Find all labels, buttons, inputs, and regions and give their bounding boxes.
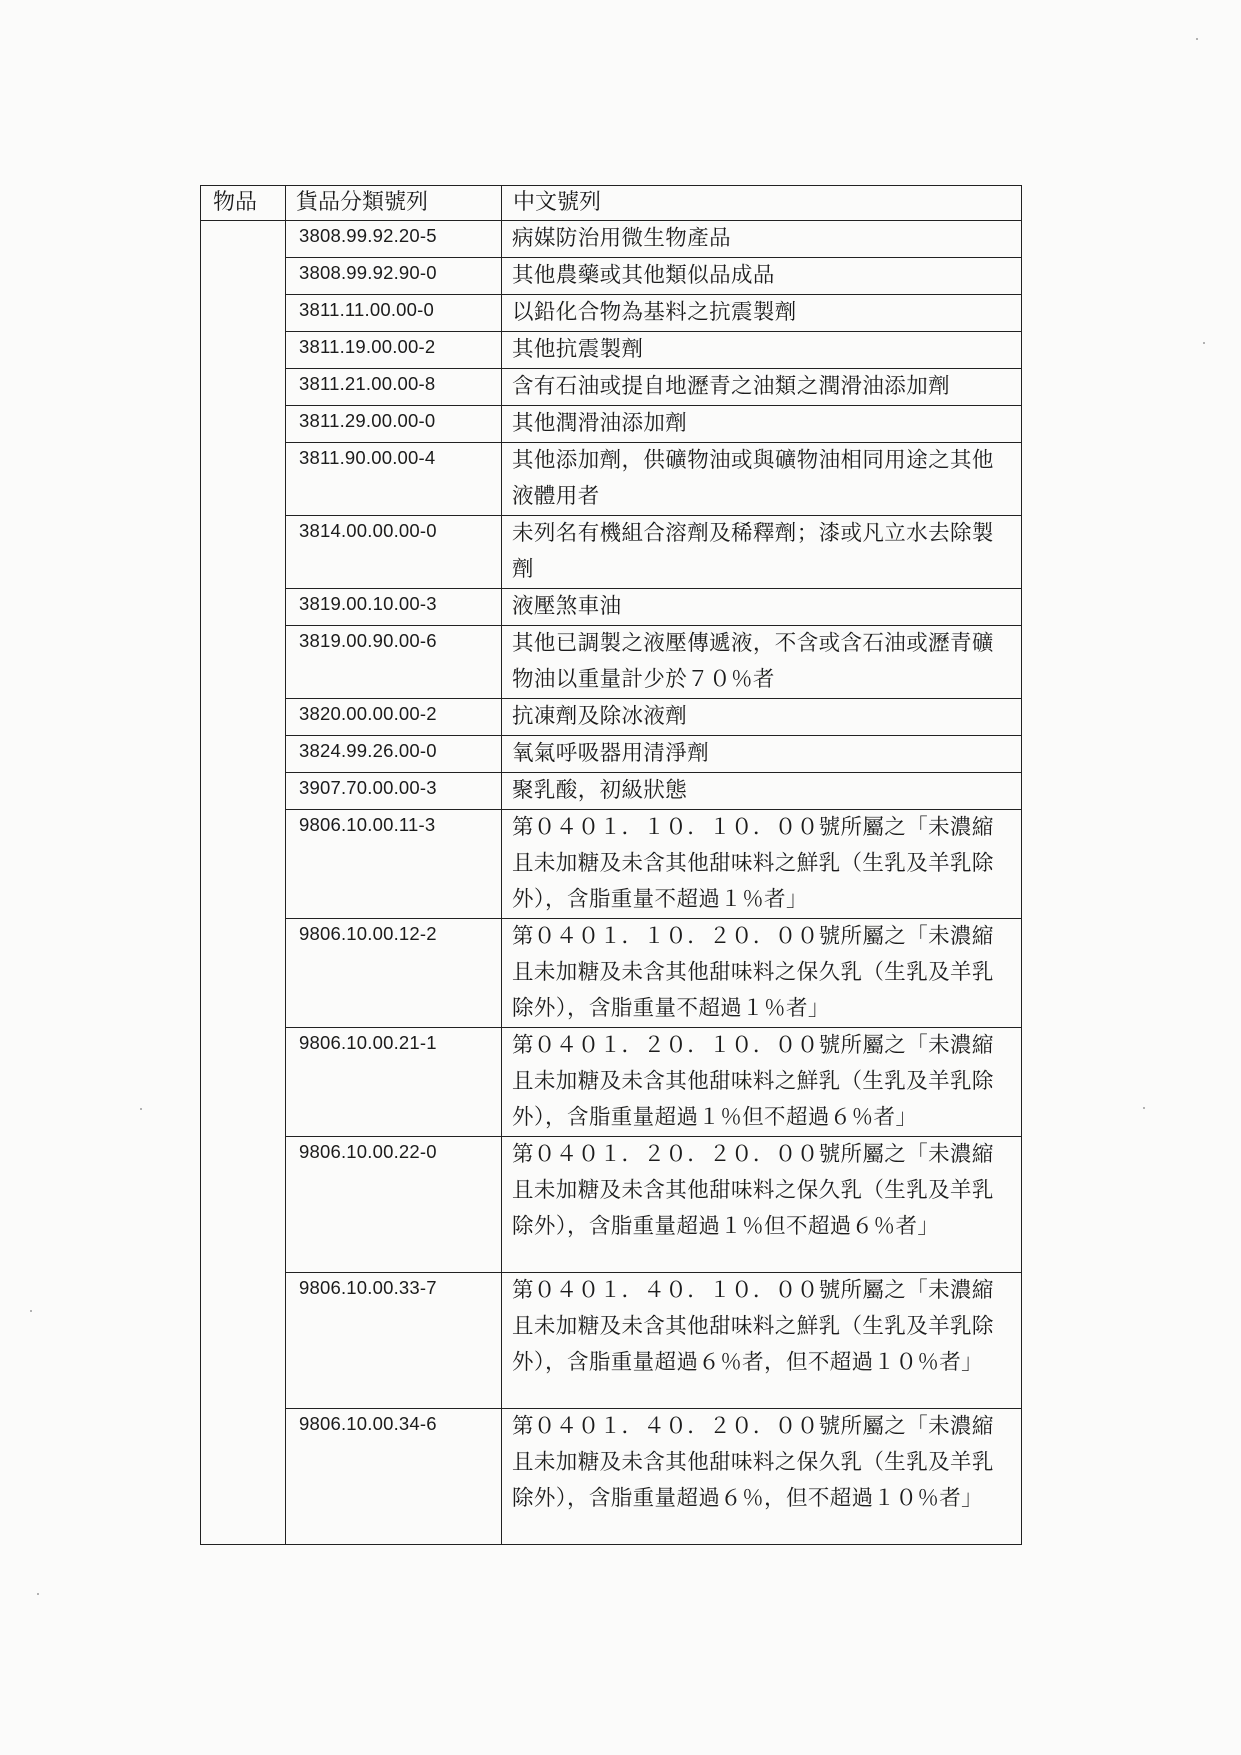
code-cell: 3814.00.00.00-0 [286, 516, 502, 589]
code-cell: 3820.00.00.00-2 [286, 699, 502, 736]
code-cell: 3808.99.92.90-0 [286, 258, 502, 295]
code-cell: 3811.29.00.00-0 [286, 406, 502, 443]
scan-speck [1143, 1107, 1145, 1109]
table-row [201, 221, 1022, 258]
code-cell: 3819.00.90.00-6 [286, 626, 502, 699]
description-cell: 其他已調製之液壓傳遞液，不含或含石油或瀝青礦物油以重量計少於７０％者 [502, 626, 1022, 699]
code-cell: 9806.10.00.21-1 [286, 1028, 502, 1137]
table-row [201, 1028, 1022, 1137]
description-cell: 氧氣呼吸器用清淨劑 [502, 736, 1022, 773]
code-cell: 3824.99.26.00-0 [286, 736, 502, 773]
header-code: 貨品分類號列 [286, 186, 502, 221]
table-row [201, 406, 1022, 443]
description-cell: 抗凍劑及除冰液劑 [502, 699, 1022, 736]
code-cell: 3811.90.00.00-4 [286, 443, 502, 516]
description-cell: 第０４０１．２０．１０．００號所屬之「未濃縮且未加糖及未含其他甜味料之鮮乳（生乳及羊乳除外），含脂重量超過１％但不超過６％者」 [502, 1028, 1022, 1137]
description-cell: 第０４０１．２０．２０．００號所屬之「未濃縮且未加糖及未含其他甜味料之保久乳（生乳及羊乳除外），含脂重量超過１％但不超過６％者」 [502, 1137, 1022, 1273]
scan-speck [1203, 342, 1205, 344]
table-row [201, 1409, 1022, 1545]
table-body [201, 221, 1022, 1545]
table-row [201, 773, 1022, 810]
table-row [201, 332, 1022, 369]
item-cell [201, 221, 286, 1545]
description-cell: 其他潤滑油添加劑 [502, 406, 1022, 443]
table-row [201, 258, 1022, 295]
code-cell: 9806.10.00.12-2 [286, 919, 502, 1028]
scan-speck [30, 1310, 32, 1312]
description-cell: 其他農藥或其他類似品成品 [502, 258, 1022, 295]
description-cell: 液壓煞車油 [502, 589, 1022, 626]
description-cell: 其他添加劑，供礦物油或與礦物油相同用途之其他液體用者 [502, 443, 1022, 516]
table-row [201, 736, 1022, 773]
description-cell: 第０４０１．４０．１０．００號所屬之「未濃縮且未加糖及未含其他甜味料之鮮乳（生乳及羊乳除外），含脂重量超過６％者，但不超過１０％者」 [502, 1273, 1022, 1409]
table-row [201, 589, 1022, 626]
header-description: 中文號列 [502, 186, 1022, 221]
code-cell: 3819.00.10.00-3 [286, 589, 502, 626]
table-row [201, 443, 1022, 516]
scan-speck [140, 1108, 142, 1110]
table-row [201, 1137, 1022, 1273]
header-item: 物品 [201, 186, 286, 221]
description-cell: 以鉛化合物為基料之抗震製劑 [502, 295, 1022, 332]
code-cell: 3811.11.00.00-0 [286, 295, 502, 332]
description-cell: 第０４０１．１０．１０．００號所屬之「未濃縮且未加糖及未含其他甜味料之鮮乳（生乳及羊乳除外），含脂重量不超過１％者」 [502, 810, 1022, 919]
description-cell: 聚乳酸，初級狀態 [502, 773, 1022, 810]
table-row [201, 516, 1022, 589]
table-row [201, 919, 1022, 1028]
code-cell: 3811.21.00.00-8 [286, 369, 502, 406]
description-cell: 病媒防治用微生物產品 [502, 221, 1022, 258]
table-header-row [201, 186, 1022, 221]
scan-speck [1196, 38, 1198, 40]
table-row [201, 369, 1022, 406]
code-cell: 3808.99.92.20-5 [286, 221, 502, 258]
table-row [201, 626, 1022, 699]
description-cell: 未列名有機組合溶劑及稀釋劑；漆或凡立水去除製劑 [502, 516, 1022, 589]
description-cell: 第０４０１．４０．２０．００號所屬之「未濃縮且未加糖及未含其他甜味料之保久乳（生乳及羊乳除外），含脂重量超過６％，但不超過１０％者」 [502, 1409, 1022, 1545]
table-row [201, 810, 1022, 919]
description-cell: 含有石油或提自地瀝青之油類之潤滑油添加劑 [502, 369, 1022, 406]
table-row [201, 295, 1022, 332]
code-cell: 9806.10.00.11-3 [286, 810, 502, 919]
scan-speck [37, 1593, 39, 1595]
goods-classification-table [200, 185, 1022, 1545]
code-cell: 9806.10.00.22-0 [286, 1137, 502, 1273]
description-cell: 第０４０１．１０．２０．００號所屬之「未濃縮且未加糖及未含其他甜味料之保久乳（生乳及羊乳除外），含脂重量不超過１％者」 [502, 919, 1022, 1028]
code-cell: 3811.19.00.00-2 [286, 332, 502, 369]
table-row [201, 1273, 1022, 1409]
code-cell: 9806.10.00.33-7 [286, 1273, 502, 1409]
description-cell: 其他抗震製劑 [502, 332, 1022, 369]
table-row [201, 699, 1022, 736]
code-cell: 9806.10.00.34-6 [286, 1409, 502, 1545]
code-cell: 3907.70.00.00-3 [286, 773, 502, 810]
